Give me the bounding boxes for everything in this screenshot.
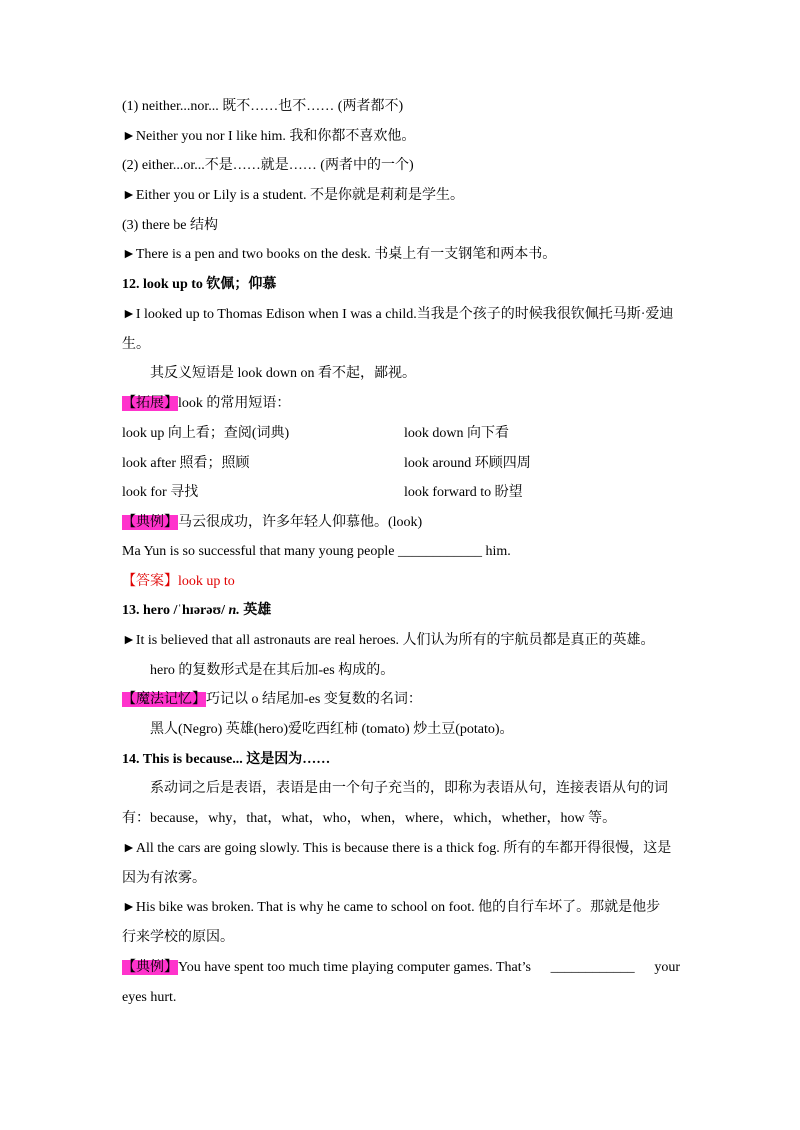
- answer-line: 【答案】look up to: [122, 574, 235, 589]
- example-sentence: ►Either you or Lily is a student. 不是你就是莉莉是学生。: [122, 188, 465, 203]
- phrase-right: look around 环顾四周: [404, 456, 531, 471]
- section-heading-12: 12. look up to 钦佩；仰慕: [122, 277, 277, 292]
- section-heading-14: 14. This is because... 这是因为……: [122, 752, 331, 767]
- magic-memory-tag: 【魔法记忆】: [122, 692, 206, 707]
- text-line: hero 的复数形式是在其后加-es 构成的。: [150, 663, 395, 678]
- phrase-left: look after 照看；照顾: [122, 456, 250, 471]
- example-tag-group: [122, 958, 531, 978]
- text-line: 其反义短语是 look down on 看不起，鄙视。: [150, 366, 416, 381]
- answer-blank: ____________: [550, 960, 635, 975]
- exercise-sentence-continued: eyes hurt.: [122, 990, 177, 1005]
- heading-word: 13. hero /ˈhɪərəʊ/: [122, 603, 229, 618]
- text-line-continued: 有：because，why，that，what，who，when，where，which，whether，how 等。: [122, 811, 617, 826]
- example-tag: 【典例】: [122, 960, 178, 975]
- text-line: (2) either...or...不是……就是…… (两者中的一个): [122, 158, 414, 173]
- example-sentence: ►All the cars are going slowly. This is because there is a thick fog. 所有的车都开得很慢，这是: [122, 841, 672, 856]
- expand-text: look 的常用短语：: [178, 396, 291, 411]
- part-of-speech: n.: [228, 603, 240, 618]
- example-sentence-continued: 因为有浓雾。: [122, 871, 206, 886]
- exercise-text: Ma Yun is so successful that many young people: [122, 544, 398, 559]
- example-sentence: ►I looked up to Thomas Edison when I was a child.当我是个孩子的时候我很钦佩托马斯·爱迪: [122, 307, 674, 322]
- example-tag: 【典例】: [122, 515, 178, 530]
- magic-memory-note: [122, 690, 680, 710]
- example-prompt-text: 马云很成功，许多年轻人仰慕他。(look): [178, 515, 423, 530]
- phrase-left: look up 向上看；查阅(词典): [122, 426, 290, 441]
- exercise-text: You have spent too much time playing computer games. That’s: [178, 960, 531, 975]
- text-line: 系动词之后是表语，表语是由一个句子充当的，即称为表语从句，连接表语从句的词: [150, 781, 668, 796]
- magic-memory-text: 巧记以 o 结尾加-es 变复数的名词：: [206, 692, 422, 707]
- text-line: (1) neither...nor... 既不……也不…… (两者都不): [122, 99, 404, 114]
- expand-tag: 【拓展】: [122, 396, 178, 411]
- mnemonic-line: 黑人(Negro) 英雄(hero)爱吃西红柿 (tomato) 炒土豆(potato)。: [150, 722, 514, 737]
- example-sentence-continued: 生。: [122, 337, 150, 352]
- answer-blank: ____________: [397, 544, 482, 559]
- example-sentence: ►There is a pen and two books on the desk. 书桌上有一支钢笔和两本书。: [122, 247, 557, 262]
- example-sentence: ►It is believed that all astronauts are real heroes. 人们认为所有的宇航员都是真正的英雄。: [122, 633, 655, 648]
- expand-note: [122, 394, 680, 414]
- phrase-left: look for 寻找: [122, 485, 199, 500]
- section-heading-13: [122, 601, 680, 621]
- example-prompt: [122, 513, 680, 533]
- example-sentence: ►His bike was broken. That is why he came to school on foot. 他的自行车坏了。那就是他步: [122, 900, 661, 915]
- heading-meaning: 英雄: [239, 603, 272, 618]
- phrase-right: look down 向下看: [404, 426, 509, 441]
- exercise-text: your: [654, 960, 680, 975]
- example-sentence-continued: 行来学校的原因。: [122, 930, 234, 945]
- example-sentence: ►Neither you nor I like him. 我和你都不喜欢他。: [122, 129, 416, 144]
- exercise-text: him.: [481, 544, 511, 559]
- exercise-sentence: [122, 542, 680, 562]
- text-line: (3) there be 结构: [122, 218, 219, 233]
- phrase-right: look forward to 盼望: [404, 485, 523, 500]
- exercise-sentence: [122, 958, 680, 978]
